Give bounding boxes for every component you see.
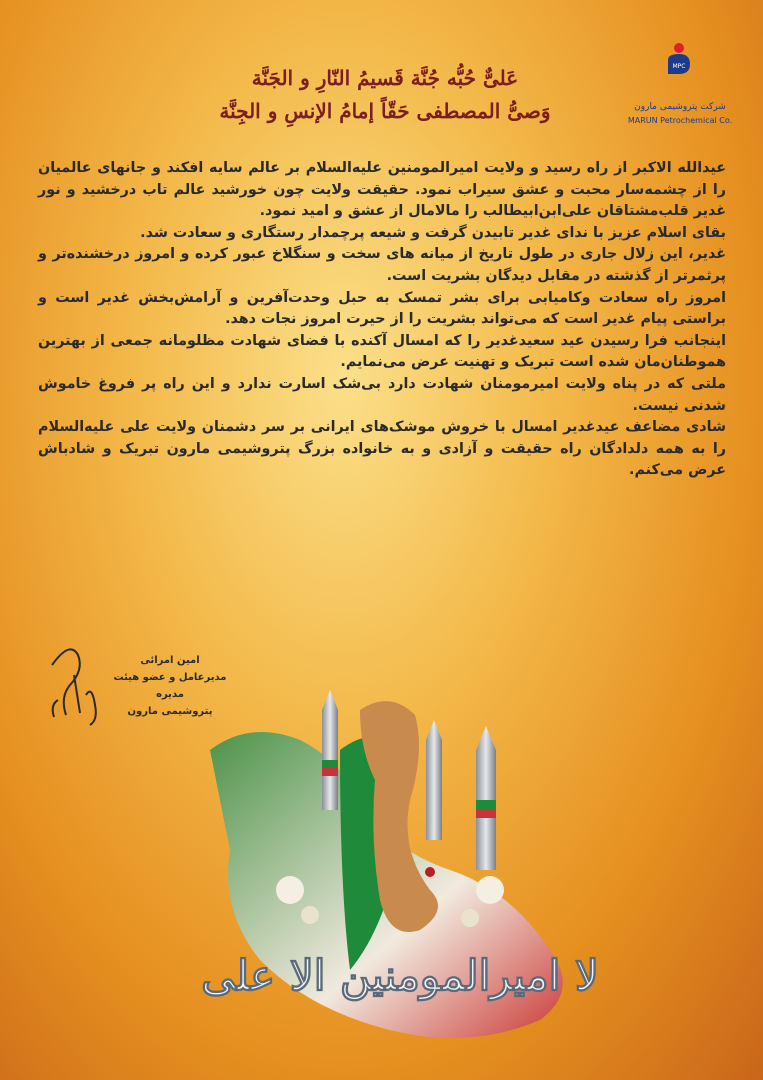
letter-paragraph: شادی مضاعف عیدغدیر امسال با خروش موشک‌های ایرانی بر سر دشمنان ولایت علی علیه‌السلام را به همه دلدادگان راه حقیقت و آزادی و به خانواده بزرگ پتروشیمی مارون تبریک و شادباش عرض می‌کنم. (38, 419, 726, 479)
letter-paragraph: اینجانب فرا رسیدن عید سعیدغدیر را که امسال آکنده با فضای شهادت مظلومانه جمعی از بهترین هموطنان‌مان شده است تبریک و تهنیت عرض می‌نمایم. (38, 332, 726, 371)
company-logo (620, 42, 740, 142)
missile-icon (322, 690, 338, 810)
header-line-2: وَصیُّ المصطفی حَقّاً إمامُ الإنسِ و الجِنَّة (219, 99, 551, 123)
letter-paragraph: امروز راه سعادت وکامیابی برای بشر تمسک به حبل وحدت‌آفرین و آرامش‌بخش غدیر است و براستی پیام غدیر است که می‌تواند بشریت را از حیرت امروز نجات دهد. (38, 289, 726, 328)
mpc-logo-icon (664, 42, 694, 78)
logo-mark-text: MPC (672, 63, 686, 70)
signer-company: پتروشیمی مارون (127, 706, 213, 717)
header-verse (150, 62, 620, 128)
letter-paragraph: ملتی که در پناه ولایت امیرمومنان شهادت دارد بی‌شک اسارت ندارد و این راه پر فروغ خاموش شدنی نیست. (38, 375, 726, 414)
missile-icon (426, 720, 442, 840)
signer-name: امین امرائی (140, 655, 200, 666)
signer-title: مدیرعامل و عضو هیئت مدیره (113, 672, 227, 700)
logo-latin-name: MARUN Petrochemical Co. (627, 116, 733, 125)
letter-paragraph: عیدالله الاکبر از راه رسید و ولایت امیرالمومنین علیه‌السلام بر عالم سایه افکند و جانهای عالمیان را از چشمه‌سار محبت و عشق سیراب نمود. حقیقت ولایت چون خورشید عالم تاب درخشید و نور غدیر قلب‌مشتاقان علی‌ابن‌ابیطالب را مالامال از عشق و امید نمود. (38, 160, 726, 220)
signature-icon (40, 625, 110, 735)
missile-icon (476, 726, 496, 870)
letter-paragraph: غدیر، این زلال جاری در طول تاریخ از میانه های سخت و سنگلاخ عبور کرده و امروز درخشنده‌تر و پرثمرتر از گذشته در مقابل دیدگان بشریت است. (38, 246, 726, 284)
calligraphy-text: لا امیرالمومنین الا علی (201, 951, 599, 1000)
letter-body (38, 158, 726, 482)
header-line-1: عَلیٌّ حُبُّه جُنَّة قَسیمُ النّارِ و الجَنَّة (251, 66, 519, 90)
letter-paragraph: بقای اسلام عزیز با ندای غدیر تابیدن گرفت و شیعه پرچمدار رستگاری و سعادت شد. (140, 224, 726, 241)
ghadir-artwork (190, 690, 610, 1080)
logo-company-name: شرکت پتروشیمی مارون (634, 102, 726, 112)
